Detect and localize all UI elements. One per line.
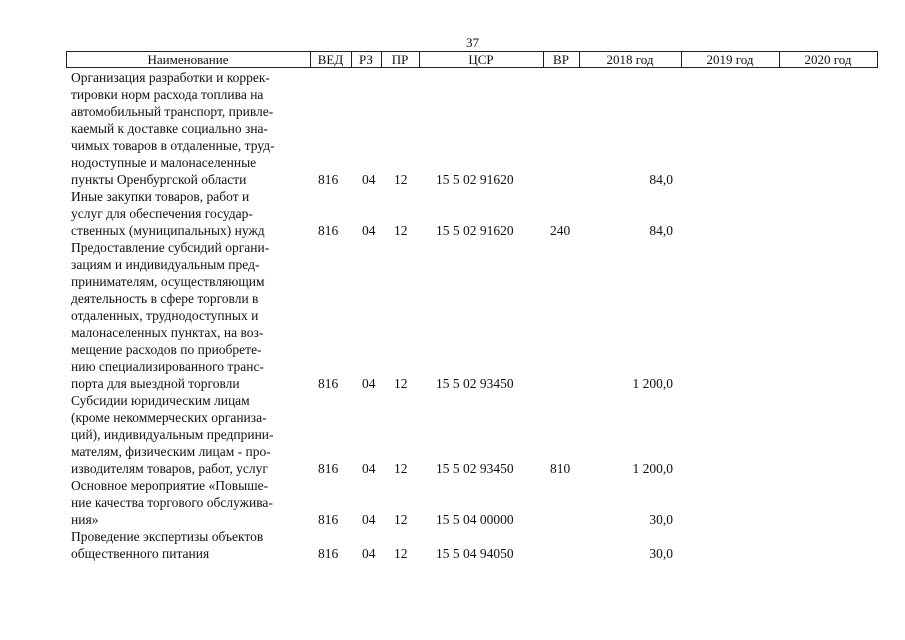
- row-rz: 04: [362, 461, 376, 476]
- row-rz: 04: [362, 376, 376, 391]
- row-rz: 04: [362, 512, 376, 527]
- header-pr: ПР: [391, 52, 409, 67]
- row-2018: 1 200,0: [632, 461, 673, 476]
- row-ved: 816: [318, 223, 339, 238]
- header-vr: ВР: [553, 52, 569, 67]
- row-name: Предоставление субсидий органи- зациям и индивидуальным пред- принимателям, осуществляющим деятельность в сфере торговли в отдаленных, труднодоступных и малонаселенных пунктах, на воз- мещение расходов по приобрете- нию специализированного транс- порта для выездной торговли: [71, 240, 270, 391]
- row-ved: 816: [318, 376, 339, 391]
- row-pr: 12: [394, 546, 408, 561]
- row-name: Проведение экспертизы объектов общественного питания: [71, 529, 264, 561]
- row-2018: 30,0: [649, 546, 673, 561]
- row-name: Иные закупки товаров, работ и услуг для обеспечения государ- ственных (муниципальных) нужд: [71, 189, 265, 238]
- row-name: Основное мероприятие «Повыше- ние качества торгового обслужива- ния»: [71, 478, 273, 527]
- header-2018: 2018 год: [606, 52, 654, 67]
- header-csr: ЦСР: [468, 52, 494, 67]
- row-csr: 15 5 02 93450: [436, 461, 514, 476]
- row-rz: 04: [362, 172, 376, 187]
- row-pr: 12: [394, 223, 408, 238]
- header-divider: [877, 51, 878, 68]
- row-pr: 12: [394, 376, 408, 391]
- header-rz: РЗ: [359, 52, 373, 67]
- row-ved: 816: [318, 172, 339, 187]
- row-name: Организация разработки и коррек- тировки норм расхода топлива на автомобильный транспорт, привле- каемый к доставке социально зна- чимых товаров в отдаленные, труд- нодоступные и малонаселенные пункты Оренбургской области: [71, 70, 275, 187]
- row-pr: 12: [394, 461, 408, 476]
- row-pr: 12: [394, 172, 408, 187]
- header-ved: ВЕД: [317, 52, 344, 67]
- row-name: Субсидии юридическим лицам (кроме некоммерческих организа- ций), индивидуальным предприни- мателям, физическим лицам - про- изводителям товаров, работ, услуг: [71, 393, 274, 476]
- page-number: 37: [466, 35, 479, 50]
- row-2018: 1 200,0: [632, 376, 673, 391]
- row-csr: 15 5 04 94050: [436, 546, 514, 561]
- row-2018: 84,0: [649, 223, 673, 238]
- row-vr: 240: [550, 223, 571, 238]
- header-name: Наименование: [147, 52, 229, 67]
- row-rz: 04: [362, 223, 376, 238]
- header-2020: 2020 год: [804, 52, 852, 67]
- row-csr: 15 5 04 00000: [436, 512, 514, 527]
- header-2019: 2019 год: [706, 52, 754, 67]
- row-2018: 84,0: [649, 172, 673, 187]
- row-rz: 04: [362, 546, 376, 561]
- row-pr: 12: [394, 512, 408, 527]
- row-csr: 15 5 02 91620: [436, 172, 514, 187]
- row-ved: 816: [318, 546, 339, 561]
- row-csr: 15 5 02 91620: [436, 223, 514, 238]
- row-csr: 15 5 02 93450: [436, 376, 514, 391]
- row-ved: 816: [318, 461, 339, 476]
- row-2018: 30,0: [649, 512, 673, 527]
- row-vr: 810: [550, 461, 571, 476]
- row-ved: 816: [318, 512, 339, 527]
